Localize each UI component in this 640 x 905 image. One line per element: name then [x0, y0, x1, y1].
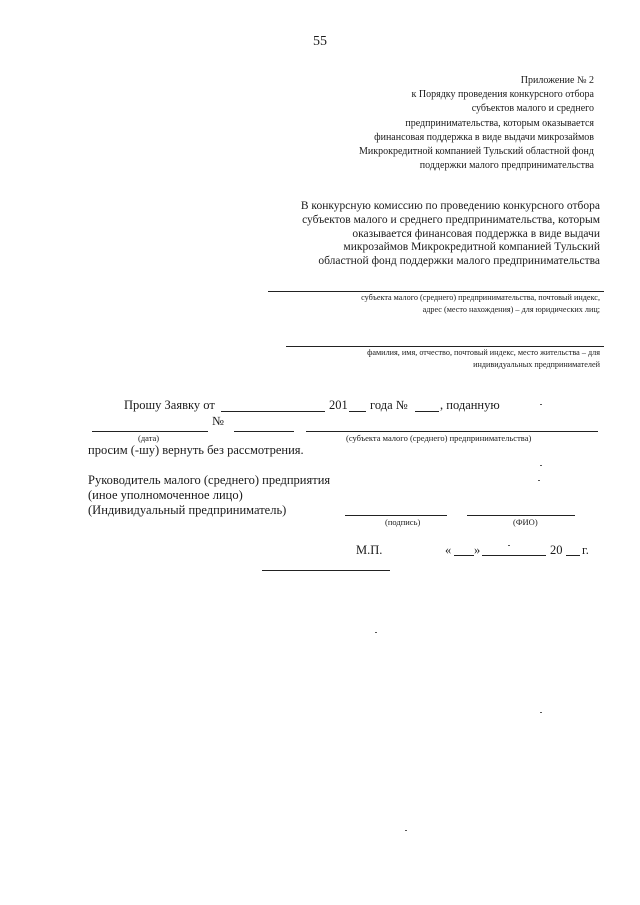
- caption-line: адрес (место нахождения) – для юридических лиц;: [422, 305, 600, 314]
- scan-speck: [405, 830, 407, 831]
- request-number-second-field[interactable]: [234, 431, 294, 432]
- appendix-line: Микрокредитной компанией Тульский областной фонд: [359, 146, 594, 158]
- applicant-individual-field[interactable]: [286, 346, 604, 347]
- scan-speck: [538, 480, 540, 481]
- addressee-line: оказывается финансовая поддержка в виде выдачи: [352, 227, 600, 240]
- request-number-field[interactable]: [415, 411, 439, 412]
- request-lead: Прошу Заявку от: [124, 398, 215, 412]
- appendix-line: поддержки малого предпринимательства: [419, 160, 594, 172]
- addressee-line: В конкурсную комиссию по проведению конкурсного отбора: [300, 200, 600, 212]
- applicant-individual-caption: [367, 348, 600, 369]
- scan-speck: [540, 404, 542, 405]
- appendix-line: Приложение № 2: [520, 75, 594, 86]
- addressee-line: областной фонд поддержки малого предпринимательства: [318, 255, 600, 268]
- scan-speck: [375, 632, 377, 633]
- date-year-field[interactable]: [566, 555, 580, 556]
- caption-line: фамилия, имя, отчество, почтовый индекс, место жительства – для: [367, 348, 600, 357]
- stamp-mp: М.П.: [356, 543, 383, 557]
- request-submitted: , поданную: [440, 398, 500, 412]
- request-subject-field[interactable]: [306, 431, 598, 432]
- request-number-sign: №: [212, 414, 224, 428]
- date-year-suffix: г.: [582, 543, 589, 557]
- date-month-field[interactable]: [482, 555, 546, 556]
- bottom-divider: [262, 570, 390, 571]
- scan-speck: [508, 545, 510, 546]
- page-number: 55: [313, 34, 327, 49]
- appendix-line: предпринимательства, которым оказывается: [405, 117, 594, 129]
- request-year-field[interactable]: [349, 411, 366, 412]
- name-caption: (ФИО): [513, 517, 538, 527]
- scan-speck: [540, 465, 542, 466]
- request-year-suffix: года №: [370, 398, 408, 412]
- signatory-line: (Индивидуальный предприниматель): [88, 503, 287, 517]
- request-year-prefix: 201: [329, 398, 348, 412]
- addressee-block: [301, 200, 600, 269]
- date-day-field[interactable]: [454, 555, 474, 556]
- scan-speck: [540, 712, 542, 713]
- request-date-second-field[interactable]: [92, 431, 208, 432]
- addressee-line: микрозаймов Микрокредитной компанией Тульский: [343, 241, 600, 254]
- date-caption: (дата): [138, 433, 160, 443]
- signature-caption: (подпись): [385, 517, 421, 527]
- signature-field[interactable]: [345, 515, 447, 516]
- name-field[interactable]: [467, 515, 575, 516]
- date-close-quote: »: [474, 543, 481, 557]
- date-open-quote: «: [445, 543, 452, 557]
- addressee-line: субъектов малого и среднего предпринимательства, которым: [302, 213, 600, 226]
- appendix-line: субъектов малого и среднего: [471, 103, 594, 115]
- caption-line: индивидуальных предпринимателей: [473, 360, 600, 369]
- appendix-line: к Порядку проведения конкурсного отбора: [411, 89, 594, 101]
- request-date-field[interactable]: [221, 411, 325, 412]
- return-text: просим (-шу) вернуть без рассмотрения.: [88, 443, 304, 457]
- appendix-line: финансовая поддержка в виде выдачи микрозаймов: [374, 131, 594, 143]
- appendix-header: [359, 74, 594, 173]
- signatory-line: (иное уполномоченное лицо): [88, 488, 243, 502]
- subject-caption: (субъекта малого (среднего) предпринимательства): [346, 433, 532, 443]
- applicant-legal-field[interactable]: [268, 291, 604, 292]
- applicant-legal-caption: [361, 293, 600, 314]
- date-year-prefix: 20: [550, 543, 563, 557]
- caption-line: субъекта малого (среднего) предпринимательства, почтовый индекс,: [361, 293, 600, 302]
- signatory-line: Руководитель малого (среднего) предприятия: [88, 473, 331, 487]
